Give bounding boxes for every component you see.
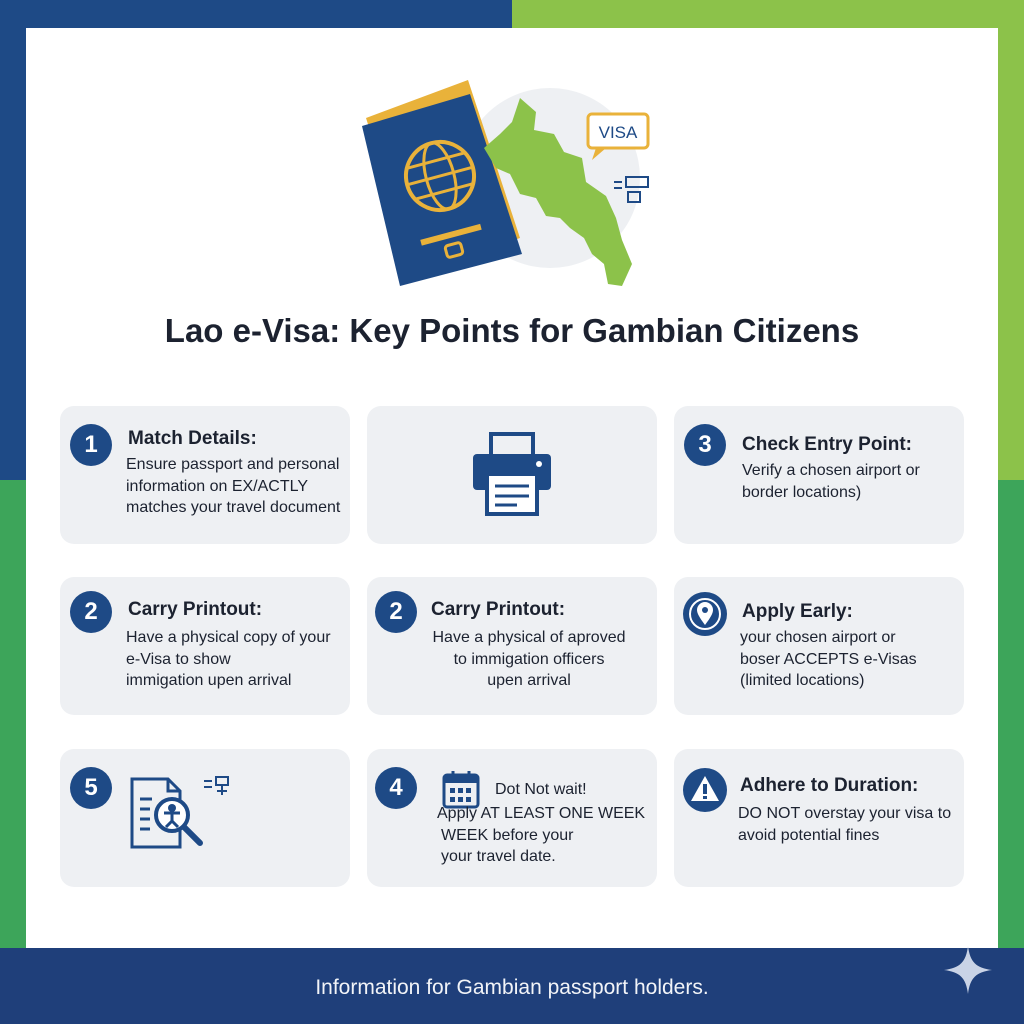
footer-bar xyxy=(0,948,1024,1024)
footer-text: Information for Gambian passport holders. xyxy=(315,976,709,999)
card-title: Check Entry Point: xyxy=(742,434,912,455)
card-title: Apply Early: xyxy=(742,601,853,622)
card-text: Dot Not wait! xyxy=(495,781,587,798)
step-number-badge: 1 xyxy=(70,424,112,466)
hero-illustration xyxy=(360,78,660,298)
card-line: Have a physical copy of your xyxy=(126,629,331,646)
card-line: border locations) xyxy=(742,483,862,501)
card-line: information on EX/ACTLY xyxy=(126,477,309,495)
card-title: Carry Printout: xyxy=(128,599,263,620)
card-adhere-duration xyxy=(674,749,964,887)
card-carry-printout xyxy=(60,577,350,715)
card-line: matches your travel document xyxy=(126,499,341,516)
card-document-search xyxy=(60,749,350,887)
card-text xyxy=(742,460,920,503)
card-text xyxy=(126,627,331,692)
card-text xyxy=(740,627,917,692)
card-line: upen arrival xyxy=(487,672,571,689)
card-line: Ensure passport and personal xyxy=(126,456,340,473)
card-line: avoid potential fines xyxy=(738,826,880,844)
printer-icon xyxy=(467,430,557,520)
card-match-details xyxy=(60,406,350,544)
card-title: Adhere to Duration: xyxy=(740,775,919,796)
card-title: Match Details: xyxy=(128,428,257,449)
step-number-badge: 3 xyxy=(684,424,726,466)
card-line: (limited locations) xyxy=(740,672,865,689)
card-line: your travel date. xyxy=(441,848,556,865)
card-dont-wait xyxy=(367,749,657,887)
location-pin-icon xyxy=(682,591,728,637)
card-line: DO NOT overstay your visa to xyxy=(738,805,952,822)
step-number-badge: 2 xyxy=(375,591,417,633)
document-search-icon xyxy=(128,771,238,861)
card-apply-early xyxy=(674,577,964,715)
card-line: e-Visa to show xyxy=(126,650,231,668)
card-text xyxy=(738,803,951,846)
card-line: boser ACCEPTS e-Visas xyxy=(740,650,917,668)
step-number-badge: 4 xyxy=(375,767,417,809)
card-line: WEEK before your xyxy=(441,826,574,844)
card-text xyxy=(429,627,629,692)
card-line: Apply AT LEAST ONE WEEK xyxy=(437,805,646,822)
step-number-badge: 5 xyxy=(70,767,112,809)
page-title: Lao e-Visa: Key Points for Gambian Citizens xyxy=(164,312,860,349)
card-line: to immigation officers xyxy=(453,650,605,668)
passport-map-illustration xyxy=(360,78,660,298)
card-title: Carry Printout: xyxy=(431,599,566,620)
warning-icon xyxy=(682,767,728,813)
card-text xyxy=(437,803,645,868)
card-check-entry-point xyxy=(674,406,964,544)
card-line: Have a physical of aproved xyxy=(432,629,626,646)
card-line: immigation upen arrival xyxy=(126,672,292,689)
sparkle-icon xyxy=(942,944,994,996)
card-line: Verify a chosen airport or xyxy=(742,462,920,479)
visa-label: VISA xyxy=(598,123,638,142)
card-carry-printout-2 xyxy=(367,577,657,715)
step-number-badge: 2 xyxy=(70,591,112,633)
card-printer xyxy=(367,406,657,544)
card-line: your chosen airport or xyxy=(740,629,896,646)
card-text xyxy=(126,454,340,519)
